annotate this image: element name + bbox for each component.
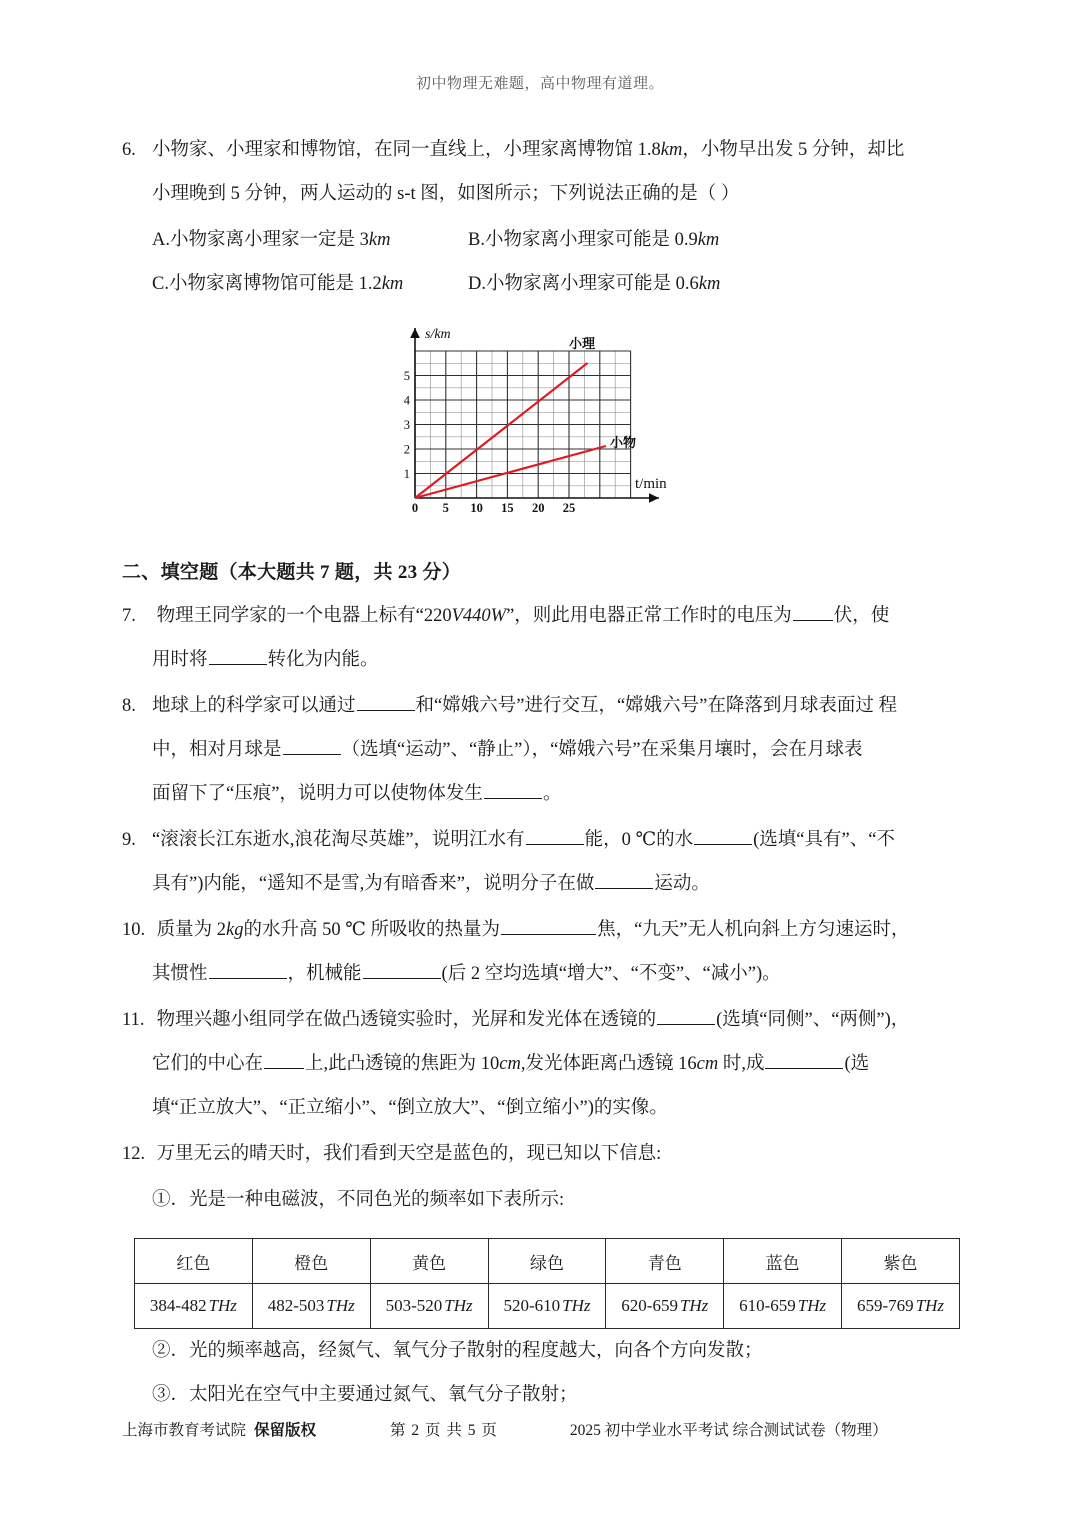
choice-d-unit: km <box>698 274 721 294</box>
freq-unit: THz <box>797 1296 827 1315</box>
footer-page-info: 第 2 页 共 5 页 <box>390 1422 498 1439</box>
table-cell <box>842 1284 960 1329</box>
table-cell <box>135 1284 253 1329</box>
answer-blank-9-3[interactable] <box>595 871 653 889</box>
series-line-xiaoli <box>415 363 588 498</box>
question-6-unit-km: km <box>660 140 683 160</box>
axes <box>415 328 659 498</box>
question-10-text-a: 质量为 2 <box>156 920 227 940</box>
question-8-line-2 <box>122 728 962 772</box>
table-header-cell: 青色 <box>606 1239 724 1284</box>
question-6 <box>122 128 962 216</box>
question-7-text-c: 伏，使 <box>833 606 890 626</box>
question-12-number: 12. <box>122 1144 146 1164</box>
question-8 <box>122 684 962 816</box>
question-9 <box>122 818 962 906</box>
question-8-line-1 <box>122 684 962 728</box>
question-6-line-1 <box>122 128 962 172</box>
question-6-number: 6. <box>122 140 136 160</box>
st-graph <box>397 316 687 541</box>
svg-text:4: 4 <box>403 393 410 408</box>
question-8-line-3 <box>122 772 962 816</box>
answer-blank-11-2[interactable] <box>264 1051 304 1069</box>
question-6-text-a: 小物家、小理家和博物馆，在同一直线上，小理家离博物馆 1.8 <box>152 140 661 160</box>
page-content <box>122 128 962 1417</box>
question-7-value-440: 440 <box>462 606 491 626</box>
section-2-heading: 二、填空题（本大题共 7 题，共 23 分） <box>122 562 462 583</box>
question-12-line-1 <box>122 1132 962 1176</box>
choice-c-text: C.小物家离博物馆可能是 1.2 <box>152 274 382 294</box>
page-footer <box>122 1418 980 1440</box>
question-7-line-2 <box>122 638 962 682</box>
question-7-unit-v: V <box>451 606 463 626</box>
answer-blank-9-1[interactable] <box>526 827 584 845</box>
question-11-text-h: 填“正立放大”、“正立缩小”、“倒立放大”、“倒立缩小”)的实像。 <box>152 1098 668 1118</box>
question-8-text-a: 地球上的科学家可以通过 <box>152 696 356 716</box>
question-9-text-d: 具有”)内能，“遥知不是雪,为有暗香来”，说明分子在做 <box>152 874 595 894</box>
table-cell <box>252 1284 370 1329</box>
question-12 <box>122 1132 962 1176</box>
question-9-text-c: (选填“具有”、“不 <box>753 830 895 850</box>
freq-range: 610-659 <box>739 1296 796 1315</box>
question-11-text-b: (选填“同侧”、“两侧”)， <box>716 1010 910 1030</box>
question-8-text-b: 和“嫦娥六号”进行交互，“嫦娥六号”在降落到月球表面过 程 <box>415 696 897 716</box>
svg-text:0: 0 <box>411 501 419 515</box>
question-11 <box>122 998 962 1130</box>
question-10-text-e: ，机械能 <box>287 964 362 984</box>
frequency-table <box>134 1238 960 1329</box>
choice-b-text: B.小物家离小理家可能是 0.9 <box>468 230 698 250</box>
question-11-text-c: 它们的中心在 <box>152 1054 264 1074</box>
x-axis-label: t/min <box>635 476 667 492</box>
freq-range: 503-520 <box>385 1296 443 1315</box>
choice-row-ab <box>122 218 962 262</box>
question-11-unit-cm-2: cm <box>696 1054 719 1074</box>
question-11-text-f: 时,成 <box>718 1054 765 1074</box>
question-11-unit-cm-1: cm <box>499 1054 521 1074</box>
question-10-line-1 <box>122 908 962 952</box>
running-header: 初中物理无难题，高中物理有道理。 <box>415 76 664 92</box>
table-row <box>135 1284 960 1329</box>
answer-blank-7-1[interactable] <box>793 603 833 621</box>
question-12-item-2: ②．光的频率越高，经氮气、氧气分子散射的程度越大，向各个方向发散； <box>152 1341 763 1361</box>
answer-blank-8-1[interactable] <box>357 693 415 711</box>
svg-text:20: 20 <box>531 501 545 515</box>
table-header-row <box>135 1239 960 1284</box>
question-6-choices <box>122 218 962 306</box>
freq-unit: THz <box>208 1296 237 1315</box>
question-10 <box>122 908 962 996</box>
table-header-cell: 红色 <box>135 1239 253 1284</box>
question-7-text-d: 用时将 <box>152 650 208 670</box>
choice-a-unit: km <box>368 230 391 250</box>
table-cell <box>606 1284 724 1329</box>
question-10-text-f: (后 2 空均选填“增大”、“不变”、“减小”)。 <box>441 964 781 984</box>
question-12-text-a: 万里无云的晴天时，我们看到天空是蓝色的，现已知以下信息: <box>156 1144 662 1164</box>
question-7-text-e: 转化为内能。 <box>267 650 379 670</box>
choice-b[interactable] <box>468 230 719 250</box>
question-10-line-2 <box>122 952 962 996</box>
table-cell <box>370 1284 488 1329</box>
footer-institution-wrap <box>122 1418 316 1440</box>
question-11-line-2 <box>122 1042 962 1086</box>
table-cell <box>488 1284 606 1329</box>
question-6-text-c: 小理晚到 5 分钟，两人运动的 s-t 图，如图所示；下列说法正确的是（ ） <box>152 184 740 204</box>
table-header-cell: 蓝色 <box>724 1239 842 1284</box>
question-11-text-d: 上,此凸透镜的焦距为 10 <box>305 1054 500 1074</box>
series-line-xiaowu <box>415 446 606 498</box>
answer-blank-10-2[interactable] <box>209 961 287 979</box>
frequency-table-head <box>135 1239 960 1284</box>
answer-blank-8-3[interactable] <box>484 781 542 799</box>
answer-blank-8-2[interactable] <box>283 737 341 755</box>
question-11-line-1 <box>122 998 962 1042</box>
answer-blank-7-2[interactable] <box>209 647 267 665</box>
choice-a-text: A.小物家离小理家一定是 3 <box>152 230 369 250</box>
freq-range: 659-769 <box>857 1296 914 1315</box>
footer-exam-info: 2025 初中学业水平考试 综合测试试卷（物理） <box>569 1422 888 1439</box>
choice-d-text: D.小物家离小理家可能是 0.6 <box>468 274 699 294</box>
series-label-xiaoli: 小理 <box>569 336 596 351</box>
question-8-number: 8. <box>122 696 136 716</box>
svg-text:2: 2 <box>403 442 410 457</box>
question-8-text-e: 面留下了“压痕”，说明力可以使物体发生 <box>152 784 483 804</box>
question-6-line-2 <box>122 172 962 216</box>
choice-b-unit: km <box>697 230 720 250</box>
x-axis-arrow <box>649 493 659 503</box>
question-8-text-c: 中，相对月球是 <box>152 740 282 760</box>
table-header-cell: 橙色 <box>252 1239 370 1284</box>
choice-d[interactable] <box>468 274 720 294</box>
freq-range: 482-503 <box>267 1296 325 1315</box>
frequency-table-body <box>135 1284 960 1329</box>
y-tick-labels <box>404 369 411 481</box>
question-10-number: 10. <box>122 920 146 940</box>
question-9-number: 9. <box>122 830 136 850</box>
svg-text:25: 25 <box>562 501 576 515</box>
question-9-text-b: 能，0 ℃的水 <box>584 830 694 850</box>
series-label-xiaowu: 小物 <box>610 435 637 450</box>
answer-blank-9-2[interactable] <box>694 827 752 845</box>
question-6-text-b: ，小物早出发 5 分钟，却比 <box>682 140 905 160</box>
svg-text:15: 15 <box>501 501 514 515</box>
y-axis-arrow <box>410 328 420 338</box>
freq-range: 384-482 <box>149 1296 207 1315</box>
answer-blank-10-3[interactable] <box>363 961 441 979</box>
question-10-text-b: 的水升高 50 ℃ 所吸收的热量为 <box>243 920 501 940</box>
table-cell <box>724 1284 842 1329</box>
table-header-cell: 黄色 <box>370 1239 488 1284</box>
question-10-text-d: 其惯性 <box>152 964 208 984</box>
svg-text:5: 5 <box>442 501 449 515</box>
question-9-line-1 <box>122 818 962 862</box>
question-7-unit-w: W <box>490 606 507 626</box>
footer-copyright: 保留版权 <box>254 1422 317 1439</box>
freq-unit: THz <box>444 1296 473 1315</box>
answer-blank-11-3[interactable] <box>765 1051 843 1069</box>
question-8-text-d: （选填“运动”、“静止”），“嫦娥六号”在采集月壤时，会在月球表 <box>341 740 863 760</box>
question-7-text-a: 物理王同学家的一个电器上标有“220 <box>156 606 452 626</box>
question-12-item-1: ①．光是一种电磁波，不同色光的频率如下表所示: <box>152 1190 565 1210</box>
freq-unit: THz <box>326 1296 355 1315</box>
footer-institution: 上海市教育考试院 <box>122 1422 247 1439</box>
svg-text:3: 3 <box>403 418 410 432</box>
freq-unit: THz <box>679 1296 709 1315</box>
table-header-cell: 绿色 <box>488 1239 606 1284</box>
question-11-text-e: ,发光体距离凸透镜 16 <box>520 1054 697 1074</box>
figure-st-graph-wrap <box>122 316 962 541</box>
freq-range: 520-610 <box>503 1296 561 1315</box>
question-7-text-b: ”，则此用电器正常工作时的电压为 <box>506 606 792 626</box>
answer-blank-10-1[interactable] <box>501 917 596 935</box>
y-axis-label: s/km <box>425 327 451 342</box>
x-tick-labels <box>412 501 575 515</box>
question-11-line-3 <box>122 1086 962 1130</box>
question-8-text-f: 。 <box>542 784 562 804</box>
question-11-text-a: 物理兴趣小组同学在做凸透镜实验时，光屏和发光体在透镜的 <box>156 1010 657 1030</box>
question-11-text-g: (选 <box>844 1054 870 1074</box>
question-7 <box>122 594 962 682</box>
question-7-number: 7. <box>122 606 136 626</box>
choice-c[interactable] <box>152 262 468 306</box>
freq-range: 620-659 <box>621 1296 678 1315</box>
freq-unit: THz <box>915 1296 945 1315</box>
svg-text:1: 1 <box>403 467 410 481</box>
question-10-unit-kg: kg <box>226 920 244 940</box>
choice-a[interactable] <box>152 218 468 262</box>
answer-blank-11-1[interactable] <box>657 1007 715 1025</box>
question-7-line-1 <box>122 594 962 638</box>
question-10-text-c: 焦，“九天”无人机向斜上方匀速运时， <box>597 920 910 940</box>
choice-row-cd <box>122 262 962 306</box>
choice-c-unit: km <box>381 274 404 294</box>
question-9-text-e: 运动。 <box>654 874 710 894</box>
freq-unit: THz <box>562 1296 591 1315</box>
table-header-cell: 紫色 <box>842 1239 960 1284</box>
question-9-text-a: “滚滚长江东逝水,浪花淘尽英雄”，说明江水有 <box>152 830 525 850</box>
question-9-line-2 <box>122 862 962 906</box>
question-11-number: 11. <box>122 1010 145 1030</box>
svg-text:5: 5 <box>403 369 410 383</box>
svg-text:10: 10 <box>470 501 483 515</box>
question-12-item-3: ③．太阳光在空气中主要通过氮气、氧气分子散射； <box>152 1385 578 1405</box>
